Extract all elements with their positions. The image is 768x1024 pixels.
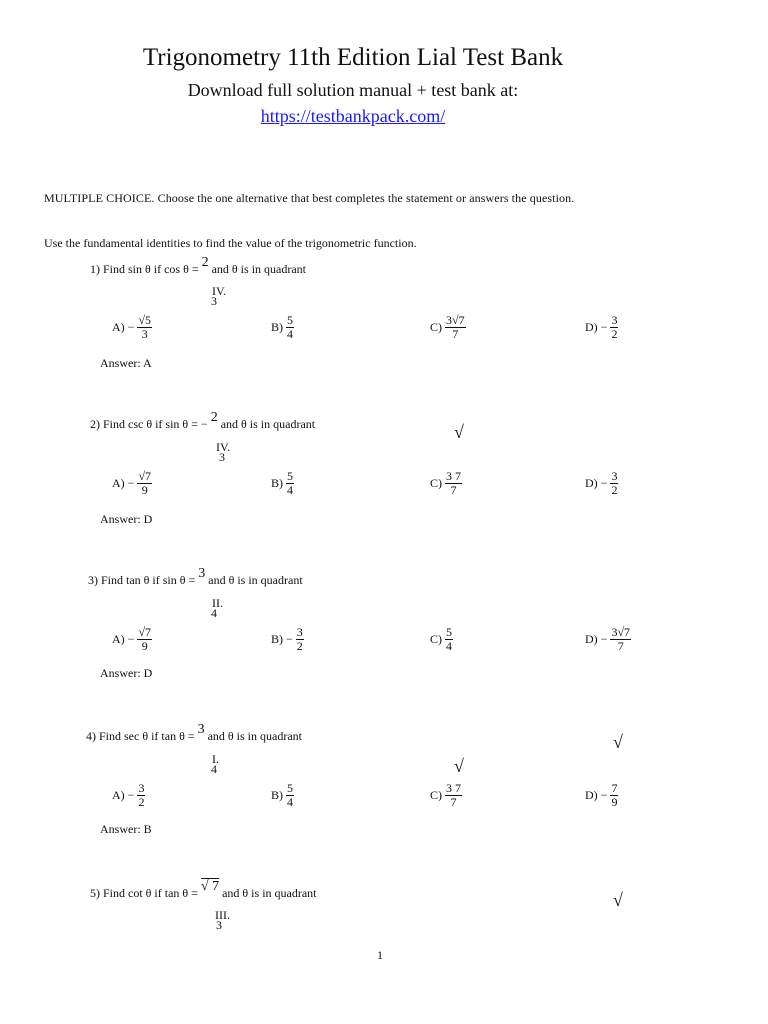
option-label: D) − xyxy=(585,320,608,334)
question-3-option-a[interactable] xyxy=(112,626,152,653)
option-denominator: 4 xyxy=(287,483,293,497)
option-label: B) xyxy=(271,788,283,802)
option-label: A) − xyxy=(112,476,135,490)
question-4-option-a[interactable] xyxy=(112,782,145,809)
option-numerator: 5 xyxy=(287,781,293,795)
option-denominator: 3 xyxy=(141,327,148,341)
question-1-option-d[interactable] xyxy=(585,314,618,341)
question-1-fraction-bottom: 3 xyxy=(211,294,217,308)
option-numerator: 5 xyxy=(446,625,452,639)
question-3-fraction-bottom: 4 xyxy=(211,606,217,620)
option-numerator: 3√7 xyxy=(446,313,465,327)
option-denominator: 4 xyxy=(287,795,293,809)
option-numerator: √5 xyxy=(138,313,152,327)
option-denominator: 9 xyxy=(141,483,148,497)
option-denominator: 7 xyxy=(450,795,457,809)
option-label: C) xyxy=(430,632,442,646)
stem-fraction-top: 3 xyxy=(198,566,206,581)
question-3-option-d[interactable] xyxy=(585,626,631,653)
question-2-option-a[interactable] xyxy=(112,470,152,497)
option-numerator: 3 7 xyxy=(446,469,461,483)
question-4-option-b[interactable] xyxy=(271,782,294,809)
option-numerator: 3 xyxy=(611,469,618,483)
option-label: C) xyxy=(430,788,442,802)
radical-glyph: √ xyxy=(613,732,623,752)
question-4-stem xyxy=(86,722,302,745)
option-numerator: 3 xyxy=(611,313,618,327)
option-label: A) − xyxy=(112,788,135,802)
option-denominator: 7 xyxy=(452,327,459,341)
question-3-answer: Answer: D xyxy=(100,666,153,680)
question-4-option-c[interactable] xyxy=(430,782,462,809)
stem-tail: and θ is in quadrant xyxy=(222,886,317,900)
stem-text: 3) Find tan θ if sin θ = xyxy=(88,573,196,587)
option-denominator: 2 xyxy=(138,795,145,809)
question-3-option-b[interactable] xyxy=(271,626,304,653)
radical-glyph: √ xyxy=(454,756,464,776)
stem-tail: and θ is in quadrant xyxy=(220,417,316,431)
option-label: D) − xyxy=(585,632,608,646)
option-numerator: 5 xyxy=(287,313,293,327)
question-4-fraction-bottom: 4 xyxy=(211,762,217,776)
option-label: A) − xyxy=(112,320,135,334)
option-label: C) xyxy=(430,476,442,490)
question-4-quadrant: I. xyxy=(212,752,219,766)
option-denominator: 2 xyxy=(611,327,618,341)
option-label: C) xyxy=(430,320,442,334)
stem-tail: and θ is in quadrant xyxy=(208,573,303,587)
question-4-option-d[interactable] xyxy=(585,782,618,809)
option-denominator: 9 xyxy=(611,795,618,809)
option-numerator: 3 xyxy=(296,625,303,639)
option-numerator: 5 xyxy=(287,469,293,483)
option-numerator: √7 xyxy=(138,625,152,639)
option-denominator: 9 xyxy=(141,639,148,653)
question-3-quadrant: II. xyxy=(212,596,223,610)
option-label: B) xyxy=(271,476,283,490)
option-label: B) − xyxy=(271,632,293,646)
question-5-stem xyxy=(90,879,317,902)
stem-text: 4) Find sec θ if tan θ = xyxy=(86,729,195,743)
option-label: D) − xyxy=(585,788,608,802)
question-2-quadrant: IV. xyxy=(216,440,231,454)
question-1-stem xyxy=(90,255,307,278)
question-2-fraction-bottom: 3 xyxy=(219,450,225,464)
option-denominator: 7 xyxy=(450,483,457,497)
question-1-option-b[interactable] xyxy=(271,314,294,341)
question-1-quadrant: IV. xyxy=(212,284,227,298)
option-label: A) − xyxy=(112,632,135,646)
question-1-option-a[interactable] xyxy=(112,314,152,341)
question-2-option-d[interactable] xyxy=(585,470,618,497)
question-5-fraction-bottom: 3 xyxy=(216,918,222,932)
option-denominator: 4 xyxy=(287,327,293,341)
question-5-quadrant: III. xyxy=(215,908,230,922)
stem-text: 1) Find sin θ if cos θ = xyxy=(90,262,199,276)
question-4-answer: Answer: B xyxy=(100,822,152,836)
option-label: B) xyxy=(271,320,283,334)
page-subtitle: Download full solution manual + test bank at: xyxy=(187,80,519,100)
stem-fraction-top: 2 xyxy=(210,410,218,425)
instruction-text: Use the fundamental identities to find the value of the trigonometric function. xyxy=(44,236,417,250)
stem-fraction-top: 3 xyxy=(197,722,205,737)
question-2-stem xyxy=(90,410,316,433)
multiple-choice-directions: MULTIPLE CHOICE. Choose the one alternative that best completes the statement or answers the question. xyxy=(44,191,575,205)
question-2-option-b[interactable] xyxy=(271,470,294,497)
stem-tail: and θ is in quadrant xyxy=(207,729,302,743)
question-3-option-c[interactable] xyxy=(430,626,453,653)
option-denominator: 7 xyxy=(617,639,624,653)
stem-fraction-top: √ 7 xyxy=(200,879,220,894)
option-denominator: 2 xyxy=(296,639,303,653)
stem-text: 5) Find cot θ if tan θ = xyxy=(90,886,198,900)
radical-glyph: √ xyxy=(454,422,464,442)
option-numerator: √7 xyxy=(138,469,152,483)
question-1-answer: Answer: A xyxy=(100,356,152,370)
radical-glyph: √ xyxy=(613,890,623,910)
option-denominator: 4 xyxy=(446,639,452,653)
option-numerator: 3√7 xyxy=(611,625,631,639)
page-number: 1 xyxy=(377,948,383,962)
option-numerator: 3 xyxy=(138,781,145,795)
stem-fraction-top: 2 xyxy=(201,255,209,270)
stem-text: 2) Find csc θ if sin θ = − xyxy=(90,417,208,431)
option-denominator: 2 xyxy=(611,483,618,497)
question-1-option-c[interactable] xyxy=(430,314,466,341)
option-numerator: 3 7 xyxy=(446,781,461,795)
option-label: D) − xyxy=(585,476,608,490)
download-link[interactable]: https://testbankpack.com/ xyxy=(260,106,446,126)
question-2-option-c[interactable] xyxy=(430,470,462,497)
page-title: Trigonometry 11th Edition Lial Test Bank xyxy=(142,44,564,71)
stem-tail: and θ is in quadrant xyxy=(211,262,307,276)
question-3-stem xyxy=(88,566,303,589)
option-numerator: 7 xyxy=(611,781,618,795)
question-2-answer: Answer: D xyxy=(100,512,153,526)
